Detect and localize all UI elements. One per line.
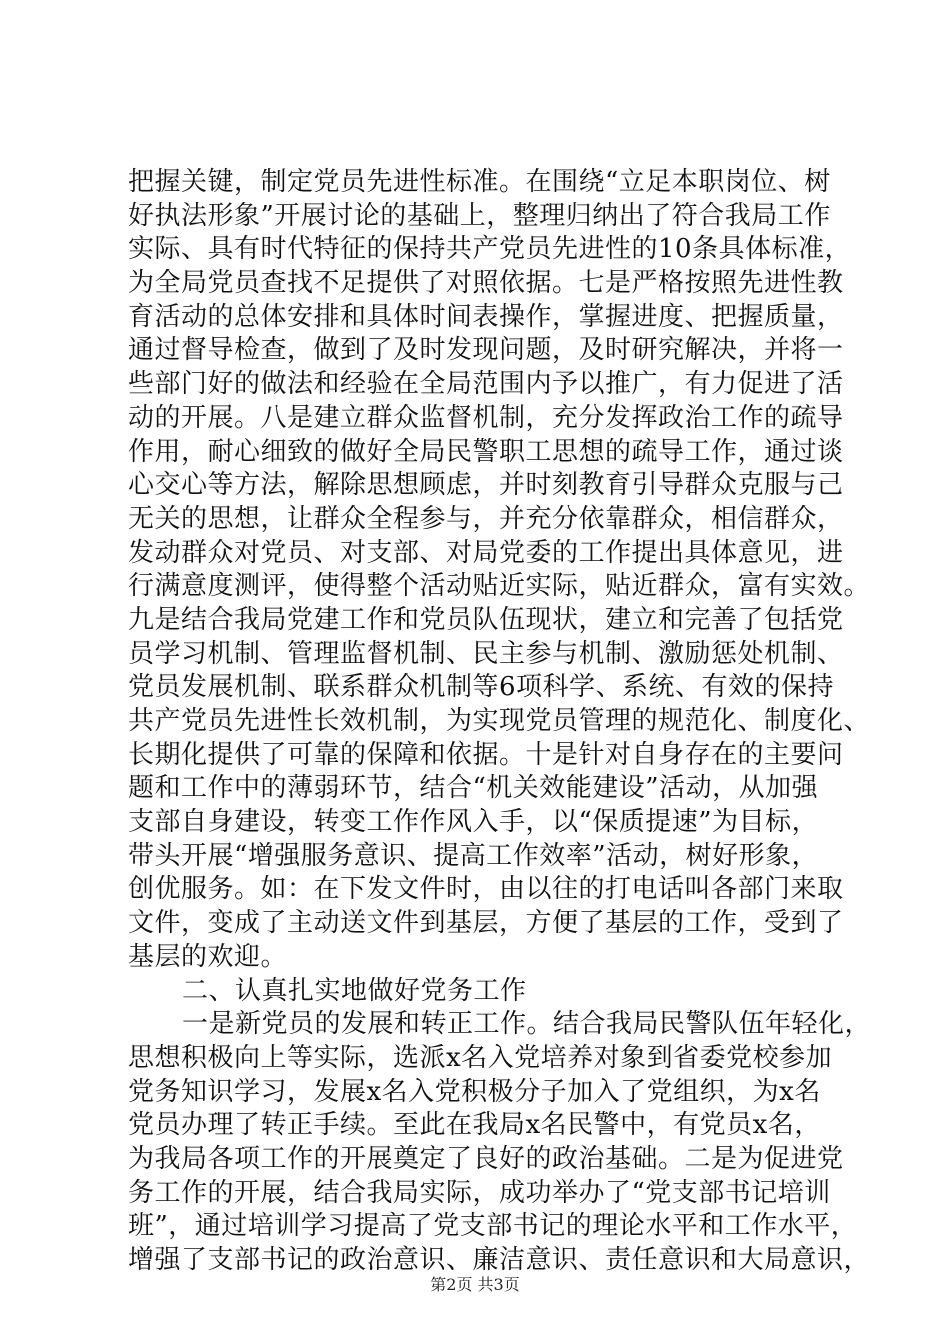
text-line: 增强了支部书记的政治意识、廉洁意识、责任意识和大局意识，: [128, 1245, 871, 1275]
text-line: 九是结合我局党建工作和党员队伍现状，建立和完善了包括党: [128, 604, 844, 635]
text-line: 行满意度测评，使得整个活动贴近实际，贴近群众，富有实效。: [128, 571, 871, 602]
text-line: 基层的欢迎。: [128, 941, 288, 972]
text-line: 把握关键，制定党员先进性标准。在围绕“立足本职岗位、树: [128, 167, 831, 197]
text-line: 思想积极向上等实际，选派x名入党培养对象到省委党校参加: [128, 1042, 833, 1073]
text-line: 创优服务。如：在下发文件时，由以往的打电话叫各部门来取: [128, 874, 844, 905]
page-footer: 第2页 共3页: [430, 1275, 520, 1294]
text-line: 些部门好的做法和经验在全局范围内予以推广，有力促进了活: [128, 369, 844, 400]
text-line: 为全局党员查找不足提供了对照依据。七是严格按照先进性教: [128, 268, 844, 299]
text-line: 员学习机制、管理监督机制、民主参与机制、激励惩处机制、: [128, 638, 844, 669]
text-line: 党员办理了转正手续。至此在我局x名民警中，有党员x名，: [128, 1110, 821, 1141]
text-line: 发动群众对党员、对支部、对局党委的工作提出具体意见，进: [128, 537, 844, 568]
text-line: 长期化提供了可靠的保障和依据。十是针对自身存在的主要问: [128, 739, 844, 770]
text-line: 一是新党员的发展和转正工作。结合我局民警队伍年轻化，: [182, 1009, 872, 1040]
text-line: 无关的思想，让群众全程参与，并充分依靠群众，相信群众，: [128, 503, 844, 534]
text-line: 育活动的总体安排和具体时间表操作，掌握进度、把握质量，: [128, 301, 844, 332]
text-line: 班”，通过培训学习提高了党支部书记的理论水平和工作水平，: [128, 1211, 858, 1242]
text-line: 共产党员先进性长效机制，为实现党员管理的规范化、制度化、: [128, 706, 871, 736]
text-line: 带头开展“增强服务意识、提高工作效率”活动，树好形象，: [128, 840, 819, 871]
text-line: 党务知识学习，发展x名入党积极分子加入了党组织，为x名: [128, 1076, 821, 1107]
document-body: [128, 166, 872, 1278]
text-line: 务工作的开展，结合我局实际，成功举办了“党支部书记培训: [128, 1177, 831, 1208]
text-line: 文件，变成了主动送文件到基层，方便了基层的工作，受到了: [128, 908, 844, 939]
text-line: 题和工作中的薄弱环节，结合“机关效能建设”活动，从加强: [128, 773, 819, 804]
text-line: 作用，耐心细致的做好全局民警职工思想的疏导工作，通过谈: [128, 436, 844, 467]
text-line: 党员发展机制、联系群众机制等6项科学、系统、有效的保持: [128, 672, 835, 703]
text-line: 为我局各项工作的开展奠定了良好的政治基础。二是为促进党: [128, 1143, 844, 1174]
text-line: 动的开展。八是建立群众监督机制，充分发挥政治工作的疏导: [128, 402, 844, 433]
text-line: 通过督导检查，做到了及时发现问题，及时研究解决，并将一: [128, 335, 844, 366]
text-line: 支部自身建设，转变工作作风入手，以“保质提速”为目标，: [128, 807, 819, 838]
text-line: 心交心等方法，解除思想顾虑，并时刻教育引导群众克服与己: [128, 470, 844, 501]
text-line: 实际、具有时代特征的保持共产党员先进性的10条具体标准，: [128, 234, 852, 265]
text-line: 二、认真扎实地做好党务工作: [182, 975, 527, 1006]
text-line: 好执法形象”开展讨论的基础上，整理归纳出了符合我局工作: [128, 200, 831, 231]
